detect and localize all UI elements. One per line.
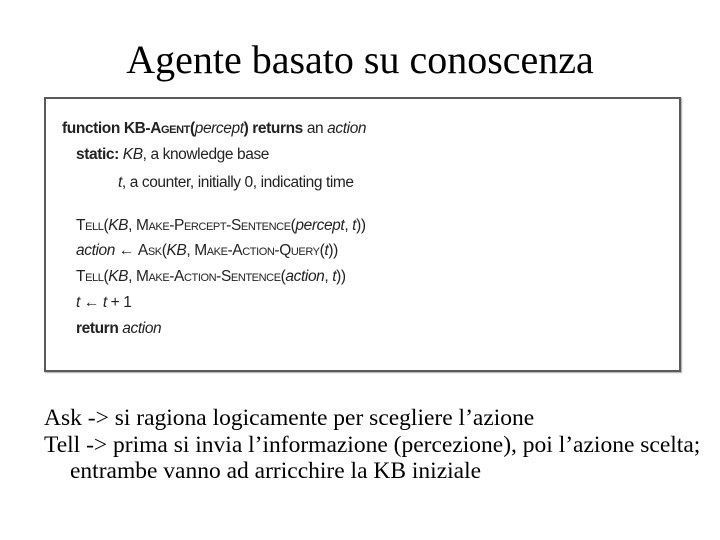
code-token: )) — [356, 217, 366, 234]
code-token: , — [324, 268, 333, 285]
code-token: , a knowledge base — [142, 146, 270, 163]
code-token: Ask — [137, 242, 162, 259]
code-token: )) — [336, 268, 346, 285]
explanation-notes — [44, 405, 704, 485]
code-token: percept — [194, 120, 244, 137]
code-token: KB — [108, 268, 129, 285]
code-token: action — [122, 320, 162, 337]
code-token: t — [332, 268, 337, 285]
code-line-tell-action — [76, 267, 346, 287]
code-token: , — [344, 217, 353, 234]
code-token: action — [76, 242, 115, 259]
code-token: percept — [295, 217, 345, 234]
code-token: , a counter, initially 0, indicating time — [121, 174, 354, 191]
code-token: static: — [76, 146, 123, 163]
code-token: t — [324, 242, 329, 259]
code-line-ask-action — [76, 241, 338, 261]
code-line-tell-percept — [76, 216, 366, 236]
code-token: t — [352, 217, 357, 234]
code-token: returns — [252, 120, 307, 137]
code-token: an — [306, 120, 328, 137]
ask-note: Ask -> si ragiona logicamente per scegliere l’azione — [44, 405, 535, 431]
code-token: KB — [122, 146, 143, 163]
code-token: Agent — [150, 120, 190, 137]
code-token: + 1 — [106, 294, 132, 311]
code-token: , — [128, 268, 136, 285]
code-line-static-kb — [76, 145, 269, 165]
code-token: Make-Action-Sentence — [135, 268, 281, 285]
code-token: ) — [243, 120, 253, 137]
slide-title: Agente basato su conoscenza — [126, 37, 594, 82]
code-token: ( — [161, 242, 167, 259]
code-token: ( — [280, 268, 286, 285]
code-token: ← — [79, 294, 103, 311]
code-token: Make-Action-Query — [194, 242, 320, 259]
code-token: action — [327, 120, 367, 137]
code-token: ( — [103, 268, 109, 285]
code-token: Tell — [76, 217, 104, 234]
code-token: KB — [166, 242, 187, 259]
tell-note: Tell -> prima si invia l’informazione (percezione), poi l’azione scelta; entrambe vanno ad arricchire la KB iniziale — [44, 431, 701, 484]
code-line-static-counter — [118, 173, 354, 193]
code-token: , — [128, 217, 136, 234]
code-token: )) — [328, 242, 338, 259]
code-token: KB — [108, 217, 129, 234]
code-token: t — [76, 294, 80, 311]
code-token: , — [186, 242, 195, 259]
code-token: KB- — [123, 120, 151, 137]
code-token: Tell — [76, 268, 104, 285]
code-token: ( — [189, 120, 195, 137]
code-token: ( — [290, 217, 296, 234]
code-token: t — [118, 174, 122, 191]
code-line-return-action — [76, 319, 161, 339]
code-line-function-header — [62, 119, 366, 139]
code-token: action — [285, 268, 325, 285]
code-token: Make-Percept-Sentence — [135, 217, 291, 234]
code-token: function — [62, 120, 124, 137]
code-token: ← — [114, 242, 138, 259]
code-token: return — [76, 320, 123, 337]
code-token: t — [102, 294, 107, 311]
code-token: ( — [319, 242, 325, 259]
code-line-increment-time — [76, 293, 131, 313]
code-token: ( — [103, 217, 109, 234]
